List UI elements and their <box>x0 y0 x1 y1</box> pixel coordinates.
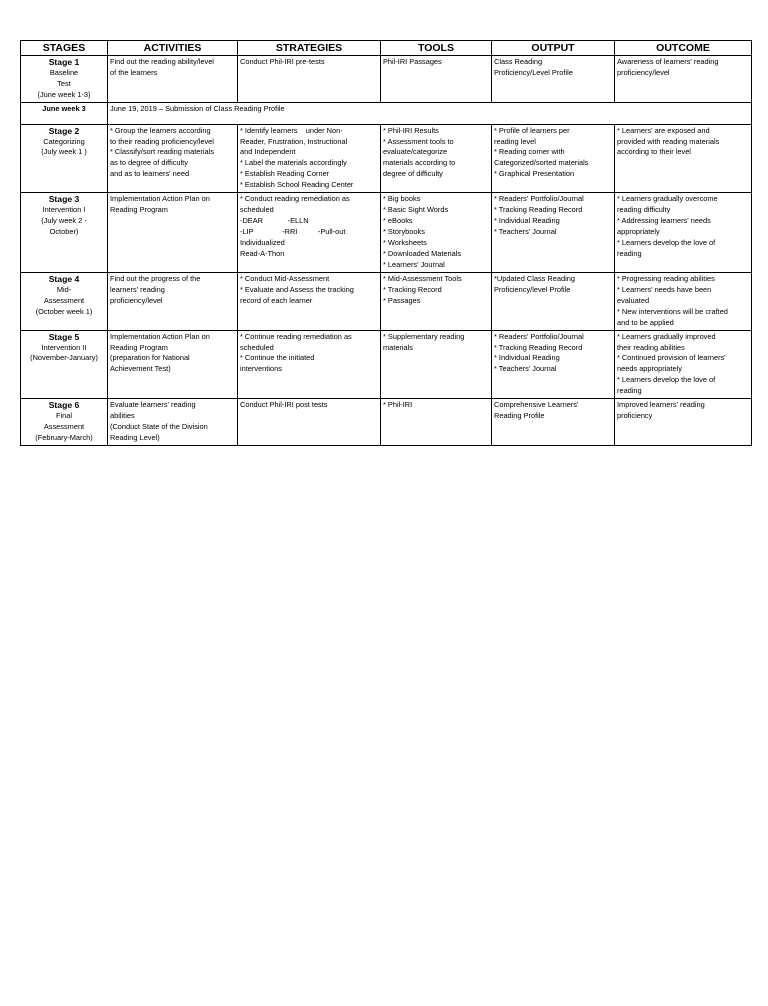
cell-line: * Downloaded Materials <box>383 248 462 258</box>
cell-line: (February-March) <box>35 432 93 442</box>
cell-line: Implementation Action Plan on <box>110 331 210 341</box>
cell-line: and as to learners' need <box>110 169 190 179</box>
table-row <box>21 56 752 103</box>
activities-cell <box>108 399 238 446</box>
output-cell <box>492 330 615 398</box>
cell-line: Final <box>55 410 73 420</box>
cell-line: (July week 1 ) <box>41 147 87 157</box>
cell-line: * Label the materials accordingly <box>240 158 347 168</box>
stage-number: Stage 5 <box>48 331 80 342</box>
cell-line: * Classify/sort reading materials <box>110 147 214 157</box>
cell-line: their reading abilities <box>617 342 685 352</box>
cell-line: Categorizing <box>43 136 85 146</box>
header-tools: TOOLS <box>381 41 492 56</box>
cell-line: * Learners gradually overcome <box>617 194 718 204</box>
cell-line: Awareness of learners' reading <box>617 57 719 66</box>
cell-line: * Basic Sight Words <box>383 204 449 214</box>
cell-line: Reading Profile <box>494 410 545 420</box>
tools-cell <box>381 399 492 446</box>
cell-line: Reader, Frustration, Instructional <box>240 136 348 146</box>
cell-line: * Evaluate and Assess the tracking <box>240 284 354 294</box>
cell-line: Conduct Phil-IRI pre-tests <box>240 57 325 66</box>
cell-line: * Tracking Record <box>383 284 442 294</box>
cell-line: Comprehensive Learners' <box>494 400 579 410</box>
cell-line: Proficiency/Level Profile <box>494 67 573 77</box>
table-row <box>21 193 752 273</box>
cell-line: appropriately <box>617 226 660 236</box>
cell-line: needs appropriately <box>617 364 682 374</box>
tools-cell <box>381 273 492 331</box>
cell-line: scheduled <box>240 342 274 352</box>
stage-cell <box>21 193 108 273</box>
cell-line: degree of difficulty <box>383 169 443 179</box>
outcome-cell <box>615 399 752 446</box>
strategies-cell <box>238 399 381 446</box>
strategies-cell <box>238 330 381 398</box>
cell-line: Assessment <box>43 295 85 305</box>
cell-line: * Group the learners according <box>110 125 211 135</box>
cell-line: * Big books <box>383 194 421 204</box>
cell-line: * eBooks <box>383 215 413 225</box>
table-row <box>21 330 752 398</box>
cell-line: (June week 1-3) <box>37 89 91 99</box>
table-row <box>21 273 752 331</box>
stage-number: Stage 2 <box>48 125 80 136</box>
cell-line: Improved learners' reading <box>617 400 705 410</box>
cell-line: to their reading proficiency/level <box>110 136 214 146</box>
cell-line: October) <box>49 226 79 236</box>
cell-line: * Readers' Portfolio/Journal <box>494 331 584 341</box>
output-cell <box>492 56 615 103</box>
cell-line: Categorized/sorted materials <box>494 158 589 168</box>
cell-line: * Learners develop the love of <box>617 237 716 247</box>
cell-line: * Storybooks <box>383 226 425 236</box>
cell-line: * Phil-IRI Results <box>383 125 439 135</box>
june-week3-stage: June week 3 <box>21 102 108 124</box>
stage-number: Stage 4 <box>48 274 80 285</box>
stage-cell <box>21 330 108 398</box>
cell-line: of the learners <box>110 67 158 77</box>
cell-line: record of each learner <box>240 295 313 305</box>
cell-line: * Graphical Presentation <box>494 169 575 179</box>
cell-line: Baseline <box>49 67 79 77</box>
june-week3-row <box>21 102 752 124</box>
header-row <box>21 41 752 56</box>
output-cell <box>492 124 615 192</box>
cell-line: (October week 1) <box>35 306 93 316</box>
cell-line: * Reading corner with <box>494 147 565 157</box>
cell-line: Test <box>57 78 71 88</box>
cell-line: * Learners gradually improved <box>617 331 716 341</box>
cell-line: * Readers' Portfolio/Journal <box>494 194 584 204</box>
activities-cell <box>108 56 238 103</box>
stage-number: Stage 3 <box>48 194 80 205</box>
cell-line: * Mid-Assessment Tools <box>383 274 462 284</box>
outcome-cell <box>615 273 752 331</box>
stage-cell <box>21 273 108 331</box>
cell-line: Conduct Phil-IRI post tests <box>240 400 328 410</box>
output-cell <box>492 399 615 446</box>
header-stages: STAGES <box>21 41 108 56</box>
activities-cell <box>108 193 238 273</box>
stage-number: Stage 6 <box>48 400 80 411</box>
cell-line: * Learners' needs have been <box>617 284 712 294</box>
activities-cell <box>108 273 238 331</box>
tools-cell <box>381 193 492 273</box>
cell-line: * Identify learners under Non- <box>240 125 343 135</box>
cell-line: materials <box>383 342 413 352</box>
cell-line: Individualized <box>240 237 285 247</box>
cell-line: * Continue reading remediation as <box>240 331 352 341</box>
cell-line: evaluate/categorize <box>383 147 448 157</box>
cell-line: * Passages <box>383 295 421 305</box>
cell-line: proficiency/level <box>617 67 670 77</box>
cell-line: * Profile of learners per <box>494 125 570 135</box>
cell-line: * Individual Reading <box>494 353 560 363</box>
activities-cell <box>108 330 238 398</box>
cell-line: * Teachers' Journal <box>494 226 557 236</box>
strategies-cell <box>238 56 381 103</box>
strategies-cell <box>238 273 381 331</box>
cell-line: (preparation for National <box>110 353 190 363</box>
tools-cell <box>381 56 492 103</box>
cell-line: -LIP -RRI -Pull-out <box>240 226 346 236</box>
tools-cell <box>381 330 492 398</box>
cell-line: * Establish Reading Corner <box>240 169 330 179</box>
cell-line: reading <box>617 386 642 396</box>
cell-line: Assessment <box>43 421 85 431</box>
cell-line: * New interventions will be crafted <box>617 306 728 316</box>
cell-line: Intervention I <box>42 204 86 214</box>
stage-cell <box>21 56 108 103</box>
stage-cell <box>21 399 108 446</box>
cell-line: Class Reading <box>494 57 543 66</box>
cell-line: scheduled <box>240 204 274 214</box>
cell-line: Achievement Test) <box>110 364 171 374</box>
cell-line: * Learners develop the love of <box>617 375 716 385</box>
cell-line: * Tracking Reading Record <box>494 342 583 352</box>
header-activities: ACTIVITIES <box>108 41 238 56</box>
stage-number: Stage 1 <box>48 57 80 67</box>
header-output: OUTPUT <box>492 41 615 56</box>
cell-line: * Progressing reading abilities <box>617 274 715 284</box>
cell-line: according to their level <box>617 147 691 157</box>
cell-line: Reading Program <box>110 204 168 214</box>
cell-line: * Teachers' Journal <box>494 364 557 374</box>
cell-line: Reading Level) <box>110 432 160 442</box>
output-cell <box>492 273 615 331</box>
cell-line: Proficiency/level Profile <box>494 284 571 294</box>
cell-line: * Addressing learners' needs <box>617 215 711 225</box>
cell-line: * Establish School Reading Center <box>240 180 354 190</box>
header-outcome: OUTCOME <box>615 41 752 56</box>
cell-line: materials according to <box>383 158 456 168</box>
table-row <box>21 124 752 192</box>
output-cell <box>492 193 615 273</box>
table-row <box>21 399 752 446</box>
outcome-cell <box>615 124 752 192</box>
cell-line: proficiency/level <box>110 295 163 305</box>
cell-line: * Assessment tools to <box>383 136 454 146</box>
cell-line: Implementation Action Plan on <box>110 194 210 204</box>
outcome-cell <box>615 330 752 398</box>
tools-cell <box>381 124 492 192</box>
cell-line: Intervention II <box>41 342 87 352</box>
cell-line: provided with reading materials <box>617 136 720 146</box>
cell-line: (Conduct State of the Division <box>110 421 208 431</box>
june-week3-note: June 19, 2019 – Submission of Class Reading Profile <box>108 102 752 124</box>
cell-line: * Individual Reading <box>494 215 560 225</box>
cell-line: * Phil-IRI <box>383 400 413 410</box>
cell-line: Find out the progress of the <box>110 274 201 284</box>
cell-line: reading level <box>494 136 536 146</box>
cell-line: (November-January) <box>30 353 98 363</box>
cell-line: * Worksheets <box>383 237 427 247</box>
outcome-cell <box>615 193 752 273</box>
cell-line: Reading Program <box>110 342 168 352</box>
cell-line: and Independent <box>240 147 296 157</box>
reading-program-table <box>20 40 752 446</box>
cell-line: proficiency <box>617 410 653 420</box>
cell-line: * Conduct Mid-Assessment <box>240 274 330 284</box>
cell-line: Evaluate learners' reading <box>110 400 196 410</box>
outcome-cell <box>615 56 752 103</box>
cell-line: reading <box>617 248 642 258</box>
cell-line: * Continue the initiated <box>240 353 315 363</box>
strategies-cell <box>238 124 381 192</box>
cell-line: Read-A-Thon <box>240 248 285 258</box>
activities-cell <box>108 124 238 192</box>
cell-line: * Supplementary reading <box>383 331 465 341</box>
cell-line: interventions <box>240 364 282 374</box>
cell-line: Phil-IRI Passages <box>383 57 442 66</box>
cell-line: * Learners' Journal <box>383 259 445 269</box>
cell-line: * Tracking Reading Record <box>494 204 583 214</box>
cell-line: reading difficulty <box>617 204 671 214</box>
cell-line: *Updated Class Reading <box>494 274 575 284</box>
cell-line: Mid- <box>56 284 72 294</box>
cell-line: (July week 2 - <box>41 215 87 225</box>
cell-line: Find out the reading ability/level <box>110 57 214 66</box>
cell-line: * Learners' are exposed and <box>617 125 710 135</box>
cell-line: abilities <box>110 410 135 420</box>
cell-line: * Continued provision of learners' <box>617 353 726 363</box>
cell-line: * Conduct reading remediation as <box>240 194 350 204</box>
stage-cell <box>21 124 108 192</box>
strategies-cell <box>238 193 381 273</box>
cell-line: as to degree of difficulty <box>110 158 188 168</box>
cell-line: learners' reading <box>110 284 165 294</box>
cell-line: -DEAR -ELLN <box>240 215 309 225</box>
cell-line: evaluated <box>617 295 650 305</box>
header-strategies: STRATEGIES <box>238 41 381 56</box>
cell-line: and to be applied <box>617 317 674 327</box>
